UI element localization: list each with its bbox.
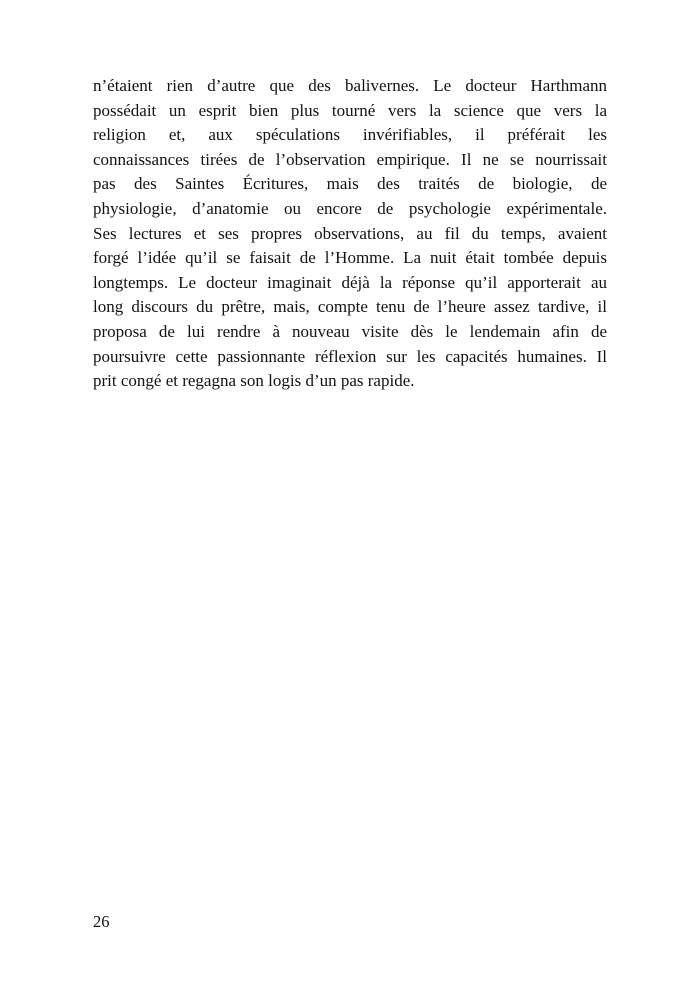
text-line: poursuivre cette passionnante réflexion sur les capacités humaines. Il xyxy=(93,346,607,366)
text-line: long discours du prêtre, mais, compte tenu de l’heure assez tardive, il xyxy=(93,297,607,317)
text-line: forgé l’idée qu’il se faisait de l’Homme. La nuit était tombée depuis xyxy=(93,248,607,268)
body-text-block xyxy=(93,74,607,394)
page-number: 26 xyxy=(93,912,110,931)
text-line: prit congé et regagna son logis d’un pas rapide. xyxy=(93,371,415,391)
text-line: Ses lectures et ses propres observations, au fil du temps, avaient xyxy=(93,223,607,243)
text-line: religion et, aux spéculations invérifiables, il préférait les xyxy=(93,125,607,145)
text-line: pas des Saintes Écritures, mais des traités de biologie, de xyxy=(93,174,607,194)
text-line: connaissances tirées de l’observation empirique. Il ne se nourrissait xyxy=(93,149,607,169)
text-line: physiologie, d’anatomie ou encore de psychologie expérimentale. xyxy=(93,198,607,218)
text-line: n’étaient rien d’autre que des balivernes. Le docteur Harthmann xyxy=(93,76,607,95)
text-line: possédait un esprit bien plus tourné vers la science que vers la xyxy=(93,100,607,120)
text-line: proposa de lui rendre à nouveau visite dès le lendemain afin de xyxy=(93,321,607,341)
text-line: longtemps. Le docteur imaginait déjà la réponse qu’il apporterait au xyxy=(93,272,607,292)
